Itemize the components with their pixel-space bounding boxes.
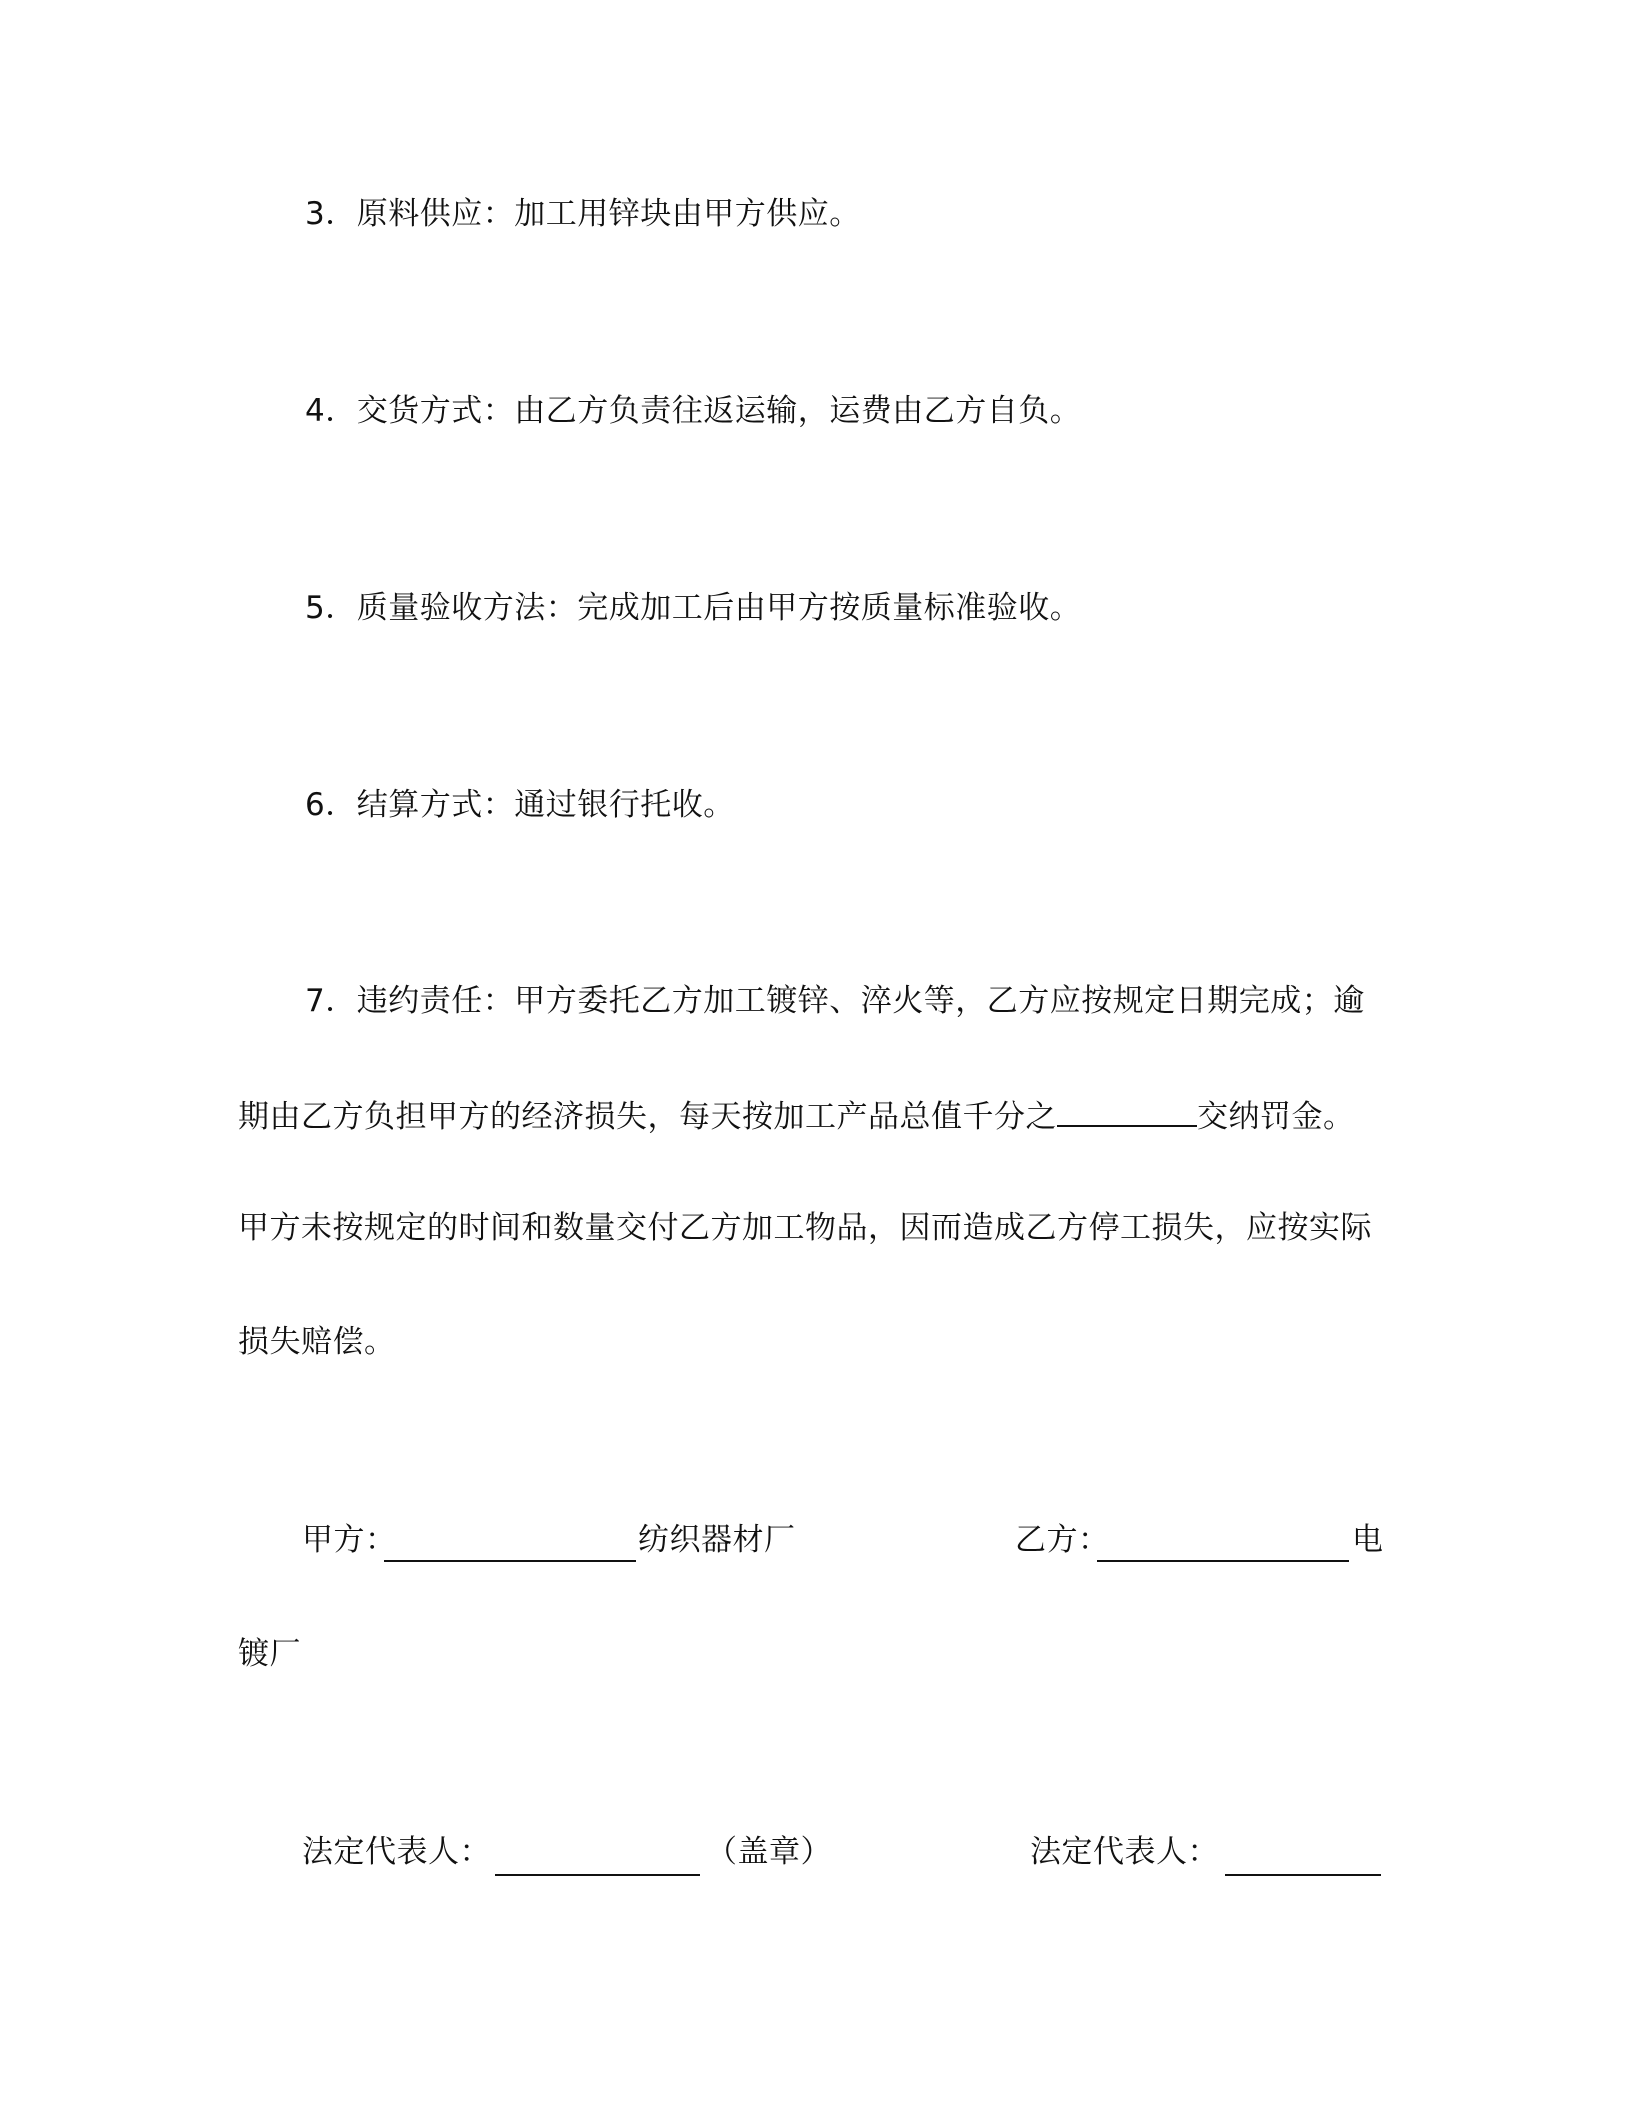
clause-7-line-3: 甲方未按规定的时间和数量交付乙方加工物品，因而造成乙方停工损失，应按实际 <box>238 1210 1372 1246</box>
party-a-name-blank <box>384 1560 636 1562</box>
rep-b-label: 法定代表人： <box>1030 1834 1219 1870</box>
clause-7-line-2-suffix: 交纳罚金。 <box>1197 1099 1355 1135</box>
clause-7-line-4: 损失赔偿。 <box>238 1324 396 1360</box>
party-b-label: 乙方： <box>1015 1522 1110 1558</box>
clause-7-line-2-text: 期由乙方负担甲方的经济损失，每天按加工产品总值千分之 <box>238 1099 1057 1135</box>
clause-7-line-1: 7．违约责任：甲方委托乙方加工镀锌、淬火等，乙方应按规定日期完成；逾 <box>305 983 1365 1019</box>
rep-a-label: 法定代表人： <box>302 1834 491 1870</box>
clause-5: 5．质量验收方法：完成加工后由甲方按质量标准验收。 <box>305 590 1082 626</box>
rep-a-blank <box>495 1874 700 1876</box>
party-b-suffix-1: 电 <box>1352 1522 1384 1558</box>
party-a-suffix: 纺织器材厂 <box>638 1522 796 1558</box>
clause-6: 6．结算方式：通过银行托收。 <box>305 787 735 823</box>
party-b-suffix-2: 镀厂 <box>238 1636 301 1672</box>
clause-3: 3．原料供应：加工用锌块由甲方供应。 <box>305 196 861 232</box>
party-a-label: 甲方： <box>302 1522 397 1558</box>
clause-7-line-2 <box>238 1095 1355 1137</box>
party-b-name-blank <box>1097 1560 1349 1562</box>
rep-a-seal: （盖章） <box>706 1834 832 1870</box>
penalty-rate-blank <box>1057 1095 1197 1127</box>
clause-4: 4．交货方式：由乙方负责往返运输，运费由乙方自负。 <box>305 393 1082 429</box>
rep-b-blank <box>1225 1874 1381 1876</box>
